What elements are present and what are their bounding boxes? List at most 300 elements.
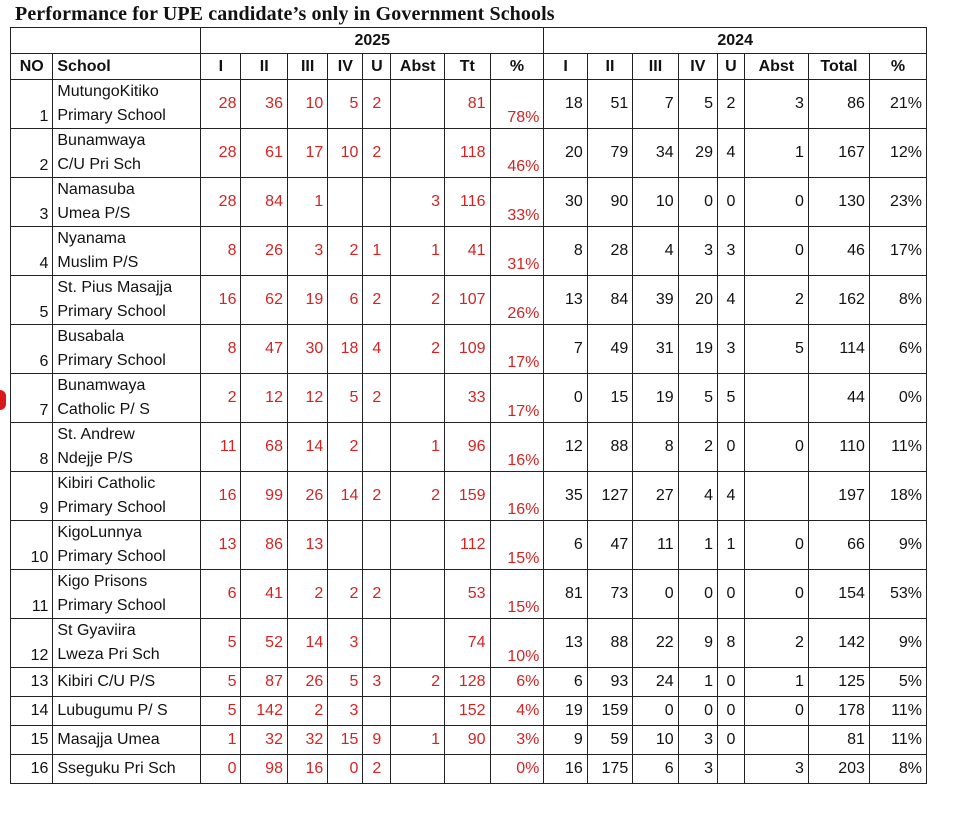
- school-name-cell: [53, 276, 201, 325]
- value-2024-cell: 18: [544, 80, 587, 129]
- value-2025-cell: 107: [445, 276, 490, 325]
- pct-2024-cell: 12%: [869, 129, 926, 178]
- value-2025-cell: 2: [363, 472, 391, 521]
- value-2025-cell: 1: [287, 178, 327, 227]
- school-name-cell: [53, 374, 201, 423]
- year-header-row: [11, 28, 927, 54]
- pct-2025-cell: 26%: [490, 276, 544, 325]
- value-2025-cell: 32: [287, 726, 327, 755]
- value-2024-cell: 9: [544, 726, 587, 755]
- school-name-cell: [53, 726, 201, 755]
- school-name-line: Kigo Prisons: [57, 573, 148, 590]
- row-number: 6: [11, 325, 53, 374]
- value-2024-cell: 20: [678, 276, 717, 325]
- table-row: [11, 697, 927, 726]
- pct-2025-cell: 31%: [490, 227, 544, 276]
- value-2024-cell: 2: [744, 276, 808, 325]
- col-header-2024-iii: III: [633, 54, 678, 80]
- value-2025-cell: 8: [201, 227, 241, 276]
- table-row: [11, 178, 927, 227]
- value-2025-cell: 6: [328, 276, 363, 325]
- value-2025-cell: 5: [201, 668, 241, 697]
- col-header-2024-i: I: [544, 54, 587, 80]
- school-name-line: Lubugumu P/ S: [57, 702, 168, 719]
- row-number: 5: [11, 276, 53, 325]
- value-2024-cell: 47: [587, 521, 632, 570]
- value-2024-cell: 3: [678, 755, 717, 784]
- value-2025-cell: 99: [241, 472, 288, 521]
- value-2025-cell: 5: [328, 374, 363, 423]
- value-2025-cell: 8: [201, 325, 241, 374]
- value-2025-cell: 2: [363, 80, 391, 129]
- table-row: [11, 726, 927, 755]
- school-name-line: St Gyaviira: [57, 622, 136, 639]
- value-2024-cell: 0: [717, 570, 744, 619]
- col-header-2025-ii: II: [241, 54, 288, 80]
- value-2025-cell: 33: [445, 374, 490, 423]
- value-2025-cell: 0: [201, 755, 241, 784]
- pct-2024-cell: 18%: [869, 472, 926, 521]
- value-2024-cell: 0: [744, 423, 808, 472]
- value-2025-cell: [363, 178, 391, 227]
- value-2024-cell: 1: [744, 129, 808, 178]
- value-2025-cell: 5: [328, 668, 363, 697]
- value-2025-cell: 3: [328, 619, 363, 668]
- value-2025-cell: [363, 423, 391, 472]
- value-2024-cell: 22: [633, 619, 678, 668]
- value-2024-cell: 4: [717, 276, 744, 325]
- value-2025-cell: 11: [201, 423, 241, 472]
- value-2024-cell: 19: [633, 374, 678, 423]
- col-header-2024-ii: II: [587, 54, 632, 80]
- value-2025-cell: 13: [201, 521, 241, 570]
- value-2025-cell: 12: [287, 374, 327, 423]
- value-2025-cell: 10: [287, 80, 327, 129]
- value-2025-cell: 14: [287, 423, 327, 472]
- value-2025-cell: 152: [445, 697, 490, 726]
- value-2025-cell: 19: [287, 276, 327, 325]
- value-2024-cell: 0: [544, 374, 587, 423]
- school-name-line: Nyanama: [57, 230, 126, 247]
- col-header-2025-i: I: [201, 54, 241, 80]
- value-2024-cell: 12: [544, 423, 587, 472]
- value-2025-cell: 159: [445, 472, 490, 521]
- pct-2025-cell: 33%: [490, 178, 544, 227]
- value-2024-cell: 130: [808, 178, 869, 227]
- value-2024-cell: 4: [633, 227, 678, 276]
- school-name-cell: [53, 755, 201, 784]
- value-2024-cell: 0: [678, 697, 717, 726]
- pct-2024-cell: 9%: [869, 521, 926, 570]
- pct-2025-cell: 46%: [490, 129, 544, 178]
- pct-2025-cell: 16%: [490, 472, 544, 521]
- value-2024-cell: 3: [678, 726, 717, 755]
- value-2024-cell: 28: [587, 227, 632, 276]
- value-2024-cell: 6: [633, 755, 678, 784]
- value-2024-cell: 27: [633, 472, 678, 521]
- pct-2024-cell: 6%: [869, 325, 926, 374]
- value-2024-cell: 10: [633, 178, 678, 227]
- value-2024-cell: 3: [678, 227, 717, 276]
- row-number: 15: [11, 726, 53, 755]
- row-number: 9: [11, 472, 53, 521]
- pct-2024-cell: 53%: [869, 570, 926, 619]
- value-2024-cell: 34: [633, 129, 678, 178]
- value-2024-cell: 79: [587, 129, 632, 178]
- value-2025-cell: 15: [328, 726, 363, 755]
- year-2024-header: 2024: [544, 28, 927, 54]
- value-2024-cell: 7: [633, 80, 678, 129]
- value-2025-cell: 47: [241, 325, 288, 374]
- school-name-cell: [53, 668, 201, 697]
- table-row: [11, 570, 927, 619]
- school-name-line: Catholic P/ S: [57, 401, 150, 418]
- row-number: 2: [11, 129, 53, 178]
- school-name-line: Sseguku Pri Sch: [57, 760, 176, 777]
- school-name-line: St. Andrew: [57, 426, 135, 443]
- value-2024-cell: 0: [717, 697, 744, 726]
- value-2024-cell: 0: [744, 521, 808, 570]
- value-2024-cell: 5: [678, 374, 717, 423]
- school-name-cell: [53, 178, 201, 227]
- col-header-2025-iv: IV: [328, 54, 363, 80]
- value-2024-cell: 167: [808, 129, 869, 178]
- value-2025-cell: 5: [328, 80, 363, 129]
- value-2025-cell: 68: [241, 423, 288, 472]
- pct-2025-cell: 6%: [490, 668, 544, 697]
- value-2024-cell: 49: [587, 325, 632, 374]
- value-2025-cell: [363, 619, 391, 668]
- col-header-2024-total: Total: [808, 54, 869, 80]
- value-2024-cell: 8: [544, 227, 587, 276]
- value-2025-cell: 87: [241, 668, 288, 697]
- value-2025-cell: 1: [391, 227, 445, 276]
- value-2024-cell: 110: [808, 423, 869, 472]
- col-header-2025-iii: III: [287, 54, 327, 80]
- value-2025-cell: 28: [201, 178, 241, 227]
- col-header-2025-abst: Abst: [391, 54, 445, 80]
- school-name-cell: [53, 129, 201, 178]
- pct-2024-cell: 11%: [869, 423, 926, 472]
- value-2024-cell: 2: [678, 423, 717, 472]
- row-number: 16: [11, 755, 53, 784]
- value-2024-cell: 3: [744, 755, 808, 784]
- value-2024-cell: [717, 755, 744, 784]
- value-2025-cell: 81: [445, 80, 490, 129]
- value-2024-cell: 73: [587, 570, 632, 619]
- table-row: [11, 374, 927, 423]
- value-2024-cell: 6: [544, 668, 587, 697]
- table-row: [11, 472, 927, 521]
- value-2025-cell: 1: [391, 423, 445, 472]
- value-2025-cell: 3: [287, 227, 327, 276]
- pct-2025-cell: 3%: [490, 726, 544, 755]
- table-row: [11, 619, 927, 668]
- value-2024-cell: 0: [744, 178, 808, 227]
- value-2024-cell: 39: [633, 276, 678, 325]
- value-2024-cell: 59: [587, 726, 632, 755]
- value-2025-cell: 17: [287, 129, 327, 178]
- value-2025-cell: 13: [287, 521, 327, 570]
- value-2024-cell: 159: [587, 697, 632, 726]
- value-2025-cell: 41: [241, 570, 288, 619]
- table-row: [11, 755, 927, 784]
- value-2025-cell: [391, 80, 445, 129]
- row-number: 3: [11, 178, 53, 227]
- value-2024-cell: 8: [717, 619, 744, 668]
- pct-2025-cell: 4%: [490, 697, 544, 726]
- value-2025-cell: 118: [445, 129, 490, 178]
- school-name-line: Primary School: [57, 303, 166, 320]
- page-title: Performance for UPE candidate’s only in Government Schools: [15, 3, 555, 25]
- value-2025-cell: 3: [391, 178, 445, 227]
- school-name-line: Bunamwaya: [57, 132, 146, 149]
- value-2025-cell: 2: [391, 668, 445, 697]
- value-2025-cell: 116: [445, 178, 490, 227]
- value-2025-cell: 128: [445, 668, 490, 697]
- value-2024-cell: 0: [717, 726, 744, 755]
- value-2025-cell: 26: [287, 472, 327, 521]
- value-2025-cell: 2: [363, 374, 391, 423]
- value-2025-cell: 2: [328, 227, 363, 276]
- value-2024-cell: 0: [717, 668, 744, 697]
- value-2024-cell: 30: [544, 178, 587, 227]
- school-name-line: Masajja Umea: [57, 731, 160, 748]
- value-2025-cell: 16: [287, 755, 327, 784]
- value-2025-cell: 26: [287, 668, 327, 697]
- value-2025-cell: 2: [287, 570, 327, 619]
- value-2024-cell: 66: [808, 521, 869, 570]
- pct-2024-cell: 17%: [869, 227, 926, 276]
- school-name-cell: [53, 325, 201, 374]
- school-name-line: Muslim P/S: [57, 254, 139, 271]
- pct-2024-cell: 11%: [869, 697, 926, 726]
- school-name-line: Primary School: [57, 107, 166, 124]
- value-2025-cell: 9: [363, 726, 391, 755]
- value-2024-cell: 29: [678, 129, 717, 178]
- value-2024-cell: 1: [678, 668, 717, 697]
- value-2025-cell: 28: [201, 80, 241, 129]
- value-2024-cell: 1: [717, 521, 744, 570]
- red-margin-marker: [0, 390, 6, 410]
- pct-2025-cell: 10%: [490, 619, 544, 668]
- value-2025-cell: [391, 374, 445, 423]
- value-2024-cell: 81: [544, 570, 587, 619]
- value-2025-cell: 52: [241, 619, 288, 668]
- value-2025-cell: 2: [363, 570, 391, 619]
- school-name-cell: [53, 570, 201, 619]
- col-header-school: School: [53, 54, 201, 80]
- value-2024-cell: 90: [587, 178, 632, 227]
- school-name-line: Primary School: [57, 597, 166, 614]
- value-2025-cell: 5: [201, 697, 241, 726]
- value-2024-cell: 0: [633, 697, 678, 726]
- value-2024-cell: 88: [587, 423, 632, 472]
- value-2024-cell: 20: [544, 129, 587, 178]
- value-2024-cell: 1: [744, 668, 808, 697]
- value-2025-cell: 2: [363, 129, 391, 178]
- row-number: 1: [11, 80, 53, 129]
- school-name-line: Namasuba: [57, 181, 135, 198]
- school-name-line: Primary School: [57, 499, 166, 516]
- value-2024-cell: 44: [808, 374, 869, 423]
- value-2024-cell: 142: [808, 619, 869, 668]
- pct-2025-cell: 15%: [490, 521, 544, 570]
- value-2025-cell: [363, 697, 391, 726]
- row-number: 11: [11, 570, 53, 619]
- value-2025-cell: [363, 521, 391, 570]
- value-2024-cell: [744, 472, 808, 521]
- value-2025-cell: 98: [241, 755, 288, 784]
- col-header-2024-abst: Abst: [744, 54, 808, 80]
- value-2024-cell: 51: [587, 80, 632, 129]
- school-name-line: St. Pius Masajja: [57, 279, 173, 296]
- value-2024-cell: 19: [544, 697, 587, 726]
- value-2024-cell: 175: [587, 755, 632, 784]
- school-name-line: Ndejje P/S: [57, 450, 133, 467]
- school-name-line: Primary School: [57, 548, 166, 565]
- value-2025-cell: 41: [445, 227, 490, 276]
- table-row: [11, 129, 927, 178]
- value-2024-cell: 0: [744, 570, 808, 619]
- school-name-line: Primary School: [57, 352, 166, 369]
- pct-2025-cell: 17%: [490, 374, 544, 423]
- value-2024-cell: 162: [808, 276, 869, 325]
- value-2025-cell: [391, 129, 445, 178]
- value-2024-cell: [744, 726, 808, 755]
- value-2025-cell: 142: [241, 697, 288, 726]
- value-2025-cell: 86: [241, 521, 288, 570]
- value-2024-cell: 0: [678, 570, 717, 619]
- school-name-line: MutungoKitiko: [57, 83, 159, 100]
- col-header-2025-u: U: [363, 54, 391, 80]
- row-number: 10: [11, 521, 53, 570]
- value-2024-cell: 6: [544, 521, 587, 570]
- value-2024-cell: 2: [717, 80, 744, 129]
- value-2025-cell: 109: [445, 325, 490, 374]
- col-header-2025-tt: Tt: [445, 54, 490, 80]
- value-2024-cell: 0: [633, 570, 678, 619]
- school-name-cell: [53, 472, 201, 521]
- value-2025-cell: 74: [445, 619, 490, 668]
- value-2025-cell: 53: [445, 570, 490, 619]
- table-row: [11, 276, 927, 325]
- value-2024-cell: 13: [544, 619, 587, 668]
- table-row: [11, 521, 927, 570]
- value-2025-cell: 2: [363, 276, 391, 325]
- value-2025-cell: 62: [241, 276, 288, 325]
- results-table: [10, 27, 927, 784]
- pct-2025-cell: 15%: [490, 570, 544, 619]
- value-2024-cell: [744, 374, 808, 423]
- value-2024-cell: 35: [544, 472, 587, 521]
- value-2025-cell: 2: [363, 755, 391, 784]
- value-2025-cell: 14: [328, 472, 363, 521]
- value-2025-cell: 16: [201, 276, 241, 325]
- value-2025-cell: 6: [201, 570, 241, 619]
- row-number: 7: [11, 374, 53, 423]
- value-2025-cell: 18: [328, 325, 363, 374]
- pct-2024-cell: 0%: [869, 374, 926, 423]
- value-2025-cell: [445, 755, 490, 784]
- value-2024-cell: 197: [808, 472, 869, 521]
- value-2025-cell: 2: [328, 423, 363, 472]
- value-2025-cell: 2: [391, 472, 445, 521]
- pct-2024-cell: 11%: [869, 726, 926, 755]
- value-2024-cell: 0: [678, 178, 717, 227]
- pct-2025-cell: 78%: [490, 80, 544, 129]
- school-name-cell: [53, 227, 201, 276]
- value-2024-cell: 0: [744, 697, 808, 726]
- value-2024-cell: 125: [808, 668, 869, 697]
- value-2024-cell: 46: [808, 227, 869, 276]
- value-2024-cell: 84: [587, 276, 632, 325]
- value-2025-cell: 4: [363, 325, 391, 374]
- pct-2024-cell: 9%: [869, 619, 926, 668]
- col-header-no: NO: [11, 54, 53, 80]
- pct-2024-cell: 8%: [869, 755, 926, 784]
- value-2024-cell: 86: [808, 80, 869, 129]
- school-name-line: KigoLunnya: [57, 524, 142, 541]
- value-2025-cell: 2: [391, 325, 445, 374]
- value-2024-cell: 8: [633, 423, 678, 472]
- value-2024-cell: 127: [587, 472, 632, 521]
- value-2025-cell: 26: [241, 227, 288, 276]
- value-2024-cell: 31: [633, 325, 678, 374]
- table-row: [11, 325, 927, 374]
- value-2024-cell: 5: [744, 325, 808, 374]
- value-2025-cell: 61: [241, 129, 288, 178]
- value-2025-cell: 10: [328, 129, 363, 178]
- value-2024-cell: 5: [678, 80, 717, 129]
- col-header-2024-u: U: [717, 54, 744, 80]
- value-2025-cell: 2: [328, 570, 363, 619]
- pct-2025-cell: 17%: [490, 325, 544, 374]
- value-2024-cell: 5: [717, 374, 744, 423]
- school-name-cell: [53, 521, 201, 570]
- value-2025-cell: 90: [445, 726, 490, 755]
- value-2024-cell: 0: [717, 423, 744, 472]
- value-2025-cell: [328, 521, 363, 570]
- value-2024-cell: 4: [678, 472, 717, 521]
- value-2024-cell: 178: [808, 697, 869, 726]
- row-number: 4: [11, 227, 53, 276]
- year-2025-header: 2025: [201, 28, 544, 54]
- column-header-row: [11, 54, 927, 80]
- value-2025-cell: 2: [391, 276, 445, 325]
- value-2024-cell: 154: [808, 570, 869, 619]
- row-number: 12: [11, 619, 53, 668]
- value-2025-cell: 1: [363, 227, 391, 276]
- col-header-2024-iv: IV: [678, 54, 717, 80]
- value-2025-cell: 0: [328, 755, 363, 784]
- row-number: 8: [11, 423, 53, 472]
- col-header-2024-pct: %: [869, 54, 926, 80]
- value-2024-cell: 7: [544, 325, 587, 374]
- row-number: 14: [11, 697, 53, 726]
- value-2025-cell: 3: [363, 668, 391, 697]
- value-2024-cell: 2: [744, 619, 808, 668]
- pct-2024-cell: 21%: [869, 80, 926, 129]
- pct-2025-cell: 0%: [490, 755, 544, 784]
- value-2024-cell: 88: [587, 619, 632, 668]
- value-2025-cell: 36: [241, 80, 288, 129]
- table-row: [11, 227, 927, 276]
- value-2025-cell: 84: [241, 178, 288, 227]
- value-2024-cell: 16: [544, 755, 587, 784]
- table-row: [11, 80, 927, 129]
- school-name-cell: [53, 80, 201, 129]
